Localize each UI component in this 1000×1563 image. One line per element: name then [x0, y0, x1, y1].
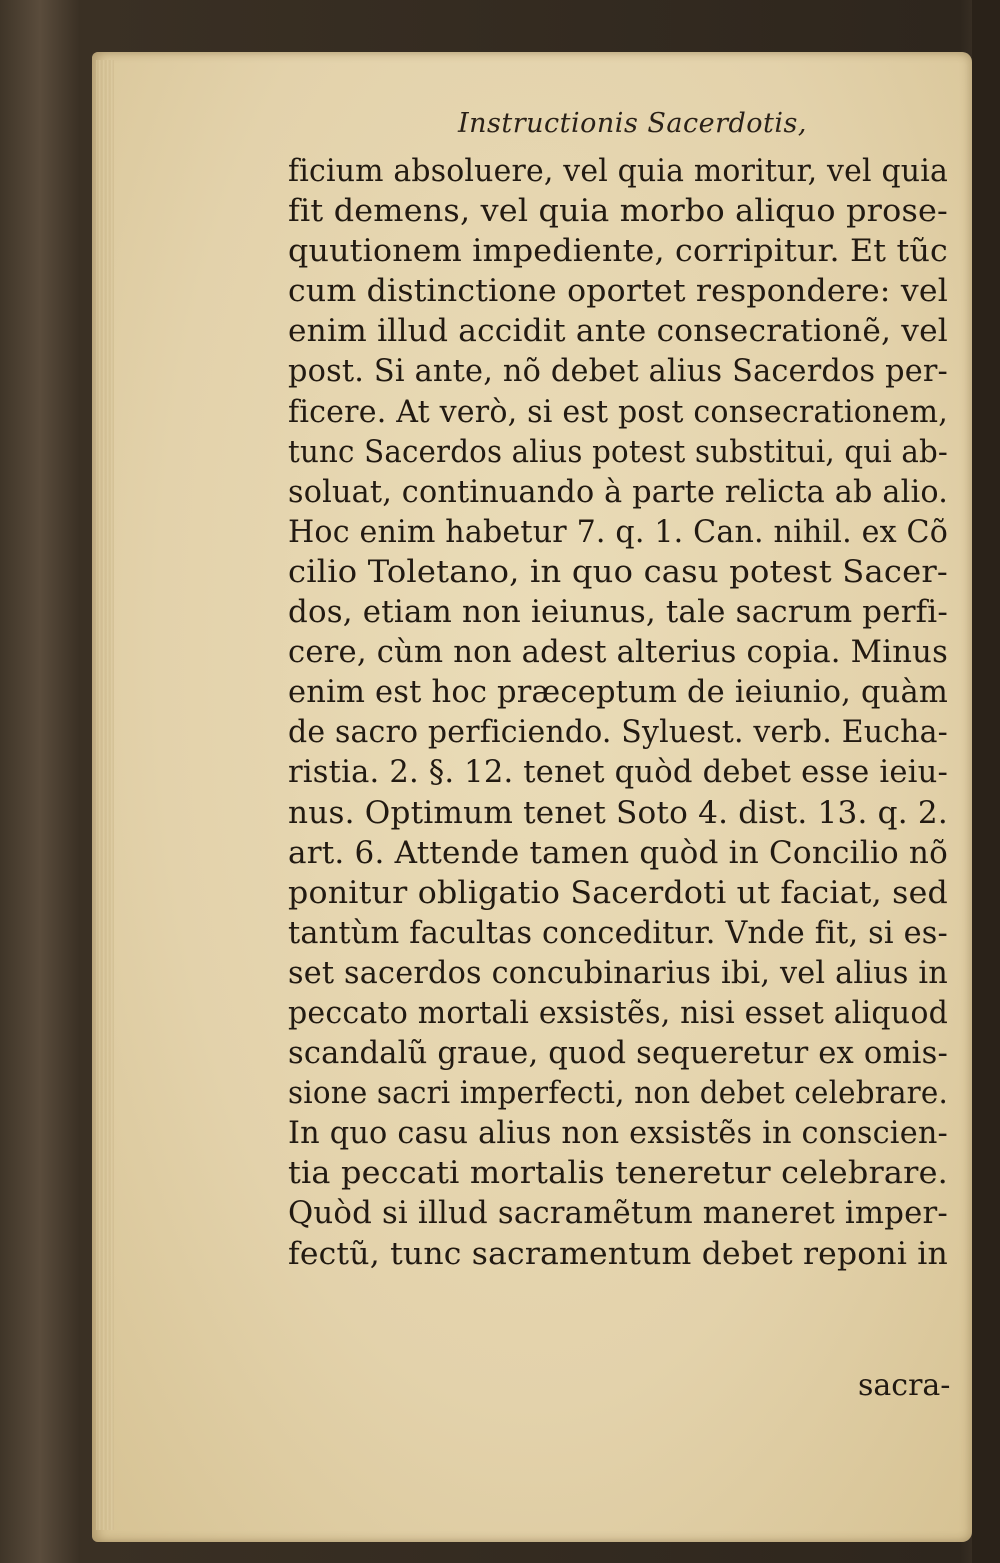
text-line: tantùm facultas conceditur. Vnde fit, si es- [288, 915, 948, 951]
text-line: cilio Toletano, in quo casu potest Sacer- [288, 554, 948, 590]
text-line: nus. Optimum tenet Soto 4. dist. 13. q. 2. [288, 795, 948, 831]
text-line: Hoc enim habetur 7. q. 1. Can. nihil. ex Cõ [288, 514, 948, 550]
text-line: soluat, continuando à parte relicta ab alio. [288, 474, 948, 510]
text-line: ristia. 2. §. 12. tenet quòd debet esse ieiu- [288, 755, 948, 791]
text-line: ficere. At verò, si est post consecrationem, [288, 394, 948, 430]
text-line: art. 6. Attende tamen quòd in Concilio nõ [288, 835, 948, 871]
text-line: enim illud accidit ante consecrationẽ, vel [288, 314, 948, 350]
text-line: tunc Sacerdos alius potest substitui, qui ab- [288, 434, 948, 470]
text-line: Quòd si illud sacramẽtum maneret imper- [288, 1196, 948, 1232]
text-line: de sacro perficiendo. Syluest. verb. Eucha- [288, 715, 948, 751]
text-line: quutionem impediente, corripitur. Et tũc [288, 234, 948, 270]
text-line: scandalũ graue, quod sequeretur ex omis- [288, 1036, 948, 1072]
text-line: tia peccati mortalis teneretur celebrare. [288, 1156, 949, 1192]
body-text [288, 152, 948, 1275]
text-line: cum distinctione oportet respondere: vel [288, 274, 948, 310]
running-title: Instructionis Sacerdotis, [458, 108, 807, 139]
text-line: sione sacri imperfecti, non debet celebrare. [288, 1076, 948, 1112]
text-line: ponitur obligatio Sacerdoti ut faciat, sed [288, 875, 948, 911]
text-line: peccato mortali exsistẽs, nisi esset aliquod [288, 995, 948, 1031]
text-line: fectũ, tunc sacramentum debet reponi in [288, 1236, 948, 1272]
text-line: dos, etiam non ieiunus, tale sacrum perfi- [288, 595, 948, 631]
text-line: ficium absoluere, vel quia moritur, vel quia [288, 154, 948, 189]
text-line: post. Si ante, nõ debet alius Sacerdos per- [288, 354, 948, 390]
text-line: set sacerdos concubinarius ibi, vel alius in [288, 955, 948, 991]
text-line: enim est hoc præceptum de ieiunio, quàm [288, 675, 948, 711]
text-line: In quo casu alius non exsistẽs in conscien- [288, 1116, 948, 1152]
page-edges [96, 60, 114, 1530]
binding-edge [972, 0, 1000, 1563]
catchword: sacra- [858, 1368, 951, 1403]
text-line: cere, cùm non adest alterius copia. Minus [288, 635, 949, 671]
text-line: fit demens, vel quia morbo aliquo prose- [288, 194, 948, 230]
